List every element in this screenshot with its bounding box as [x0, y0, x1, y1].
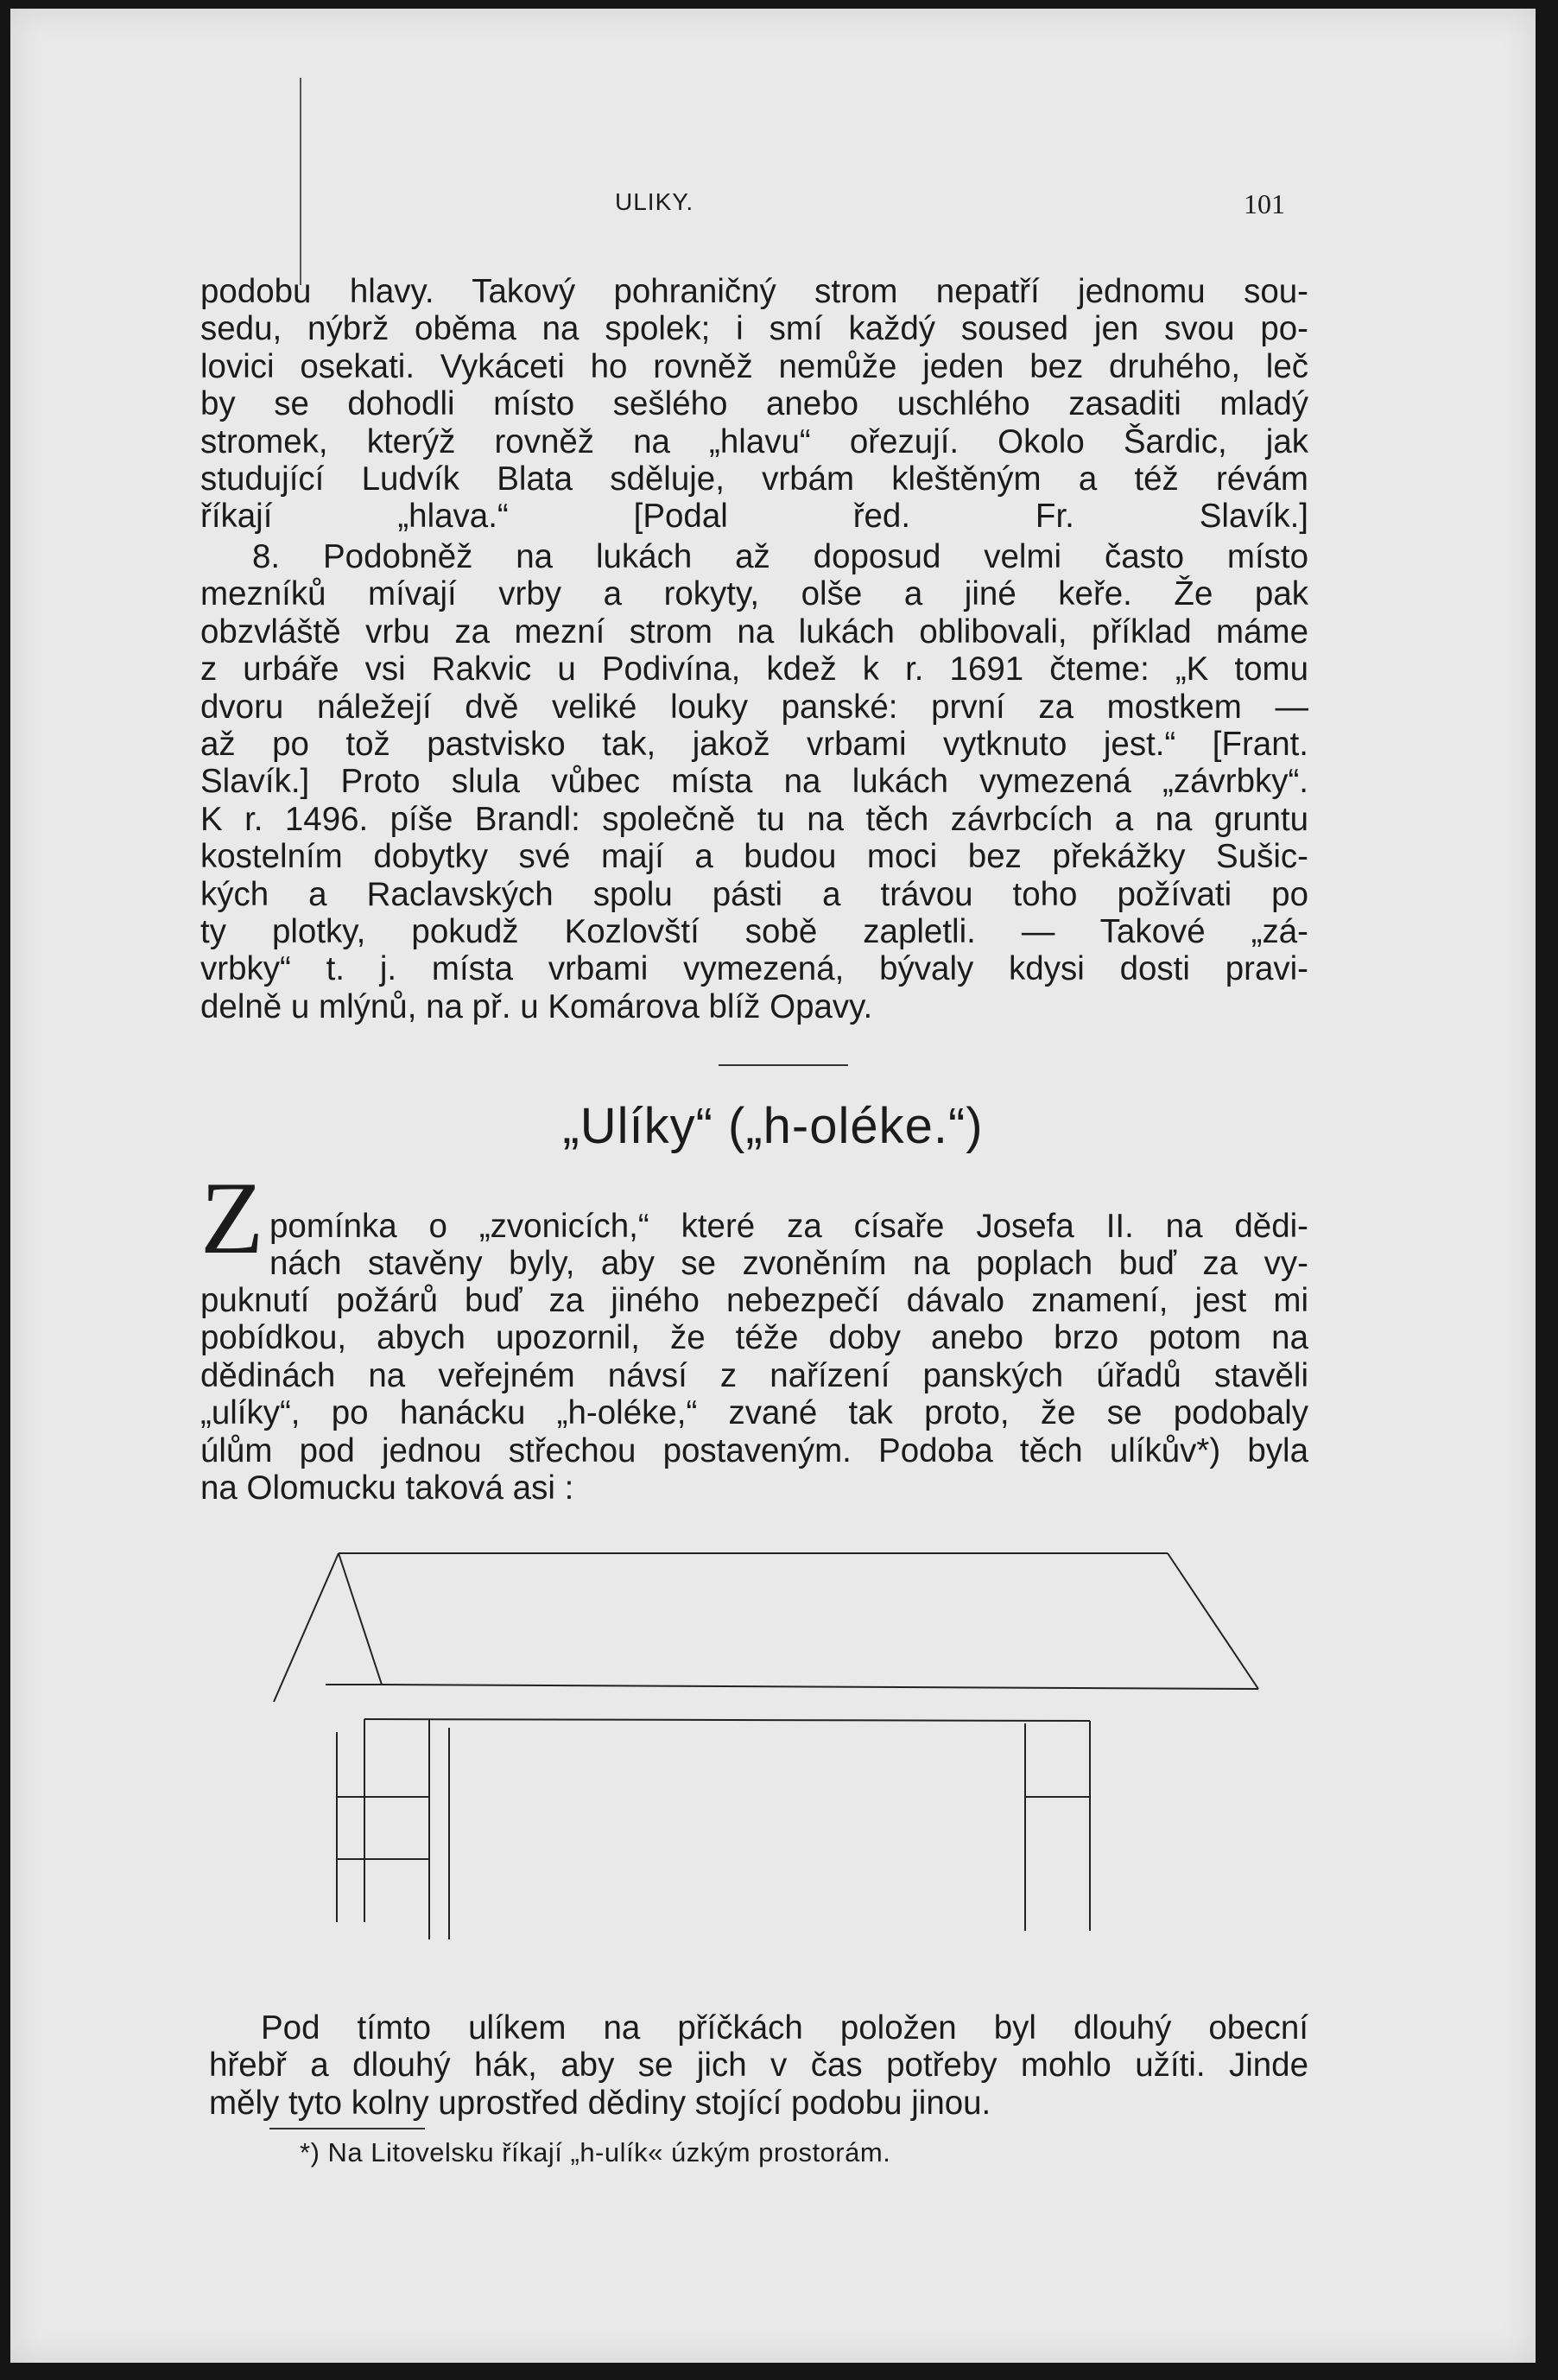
text-line: pomínka o „zvonicích,“ které za císaře Josefa II. na dědi-: [269, 1208, 1308, 1245]
text-line: Pod tímto ulíkem na příčkách položen byl dlouhý obecní: [261, 2009, 1308, 2047]
drop-cap: Z: [200, 1160, 264, 1275]
paragraph-8: [200, 538, 1308, 1025]
text-line: „ulíky“, po hanácku „h-oléke,“ zvané tak proto, že se podobaly: [200, 1394, 1308, 1432]
footnote-rule: [269, 2128, 425, 2129]
footnote: *) Na Litovelsku říkají „h-ulík« úzkým prostorám.: [300, 2137, 891, 2167]
text-line: puknutí požárů buď za jiného nebezpečí dávalo znamení, jest mi: [200, 1282, 1308, 1319]
text-line: by se dohodli místo sešlého anebo uschlého zasaditi mladý: [200, 385, 1308, 423]
text-line: Slavík.] Proto slula vůbec místa na lukách vymezená „závrbky“.: [200, 763, 1308, 801]
roof-front-left: [339, 1553, 382, 1685]
scan-margin-mark: [300, 78, 301, 285]
section-divider: [719, 1064, 848, 1066]
section-heading: „Ulíky“ („h-oléke.“): [562, 1098, 984, 1154]
text-line: vrbky“ t. j. místa vrbami vymezená, bývaly kdysi dosti pravi-: [200, 950, 1308, 988]
text-line: pobídkou, abych upozornil, že téže doby anebo brzo potom na: [200, 1319, 1308, 1357]
crossbar-top: [364, 1719, 1090, 1721]
text-line: nách stavěny byly, aby se zvoněním na poplach buď za vy-: [269, 1245, 1308, 1283]
text-line: K r. 1496. píše Brandl: společně tu na těch závrbcích a na gruntu: [200, 800, 1308, 838]
paragraph-hlava: [200, 273, 1308, 536]
text-line: 8. Podobněž na lukách až doposud velmi často místo: [252, 538, 1308, 575]
paragraph-zvonice: [200, 1282, 1308, 1507]
running-title: ULIKY.: [615, 188, 694, 215]
text-line: delně u mlýnů, na př. u Komárova blíž Opavy.: [200, 987, 873, 1025]
text-line: stromek, kterýž rovněž na „hlavu“ ořezují. Okolo Šardic, jak: [200, 422, 1308, 460]
text-line: na Olomucku taková asi :: [200, 1469, 574, 1507]
text-line: ty plotky, pokudž Kozlovští sobě zapletli. — Takové „zá-: [200, 913, 1308, 951]
page-number: 101: [1244, 188, 1285, 219]
text-line: lovici osekati. Vykáceti ho rovněž nemůže jeden bez druhého, leč: [200, 347, 1308, 385]
roof-left-edge: [274, 1553, 339, 1702]
text-line: kostelním dobytky své mají a budou moci bez překážky Sušic-: [200, 838, 1308, 876]
text-line: sedu, nýbrž oběma na spolek; i smí každý soused jen svou po-: [200, 310, 1308, 348]
text-line: podobu hlavy. Takový pohraničný strom nepatří jednomu sou-: [200, 273, 1308, 310]
roof-right-edge: [1168, 1553, 1258, 1689]
text-line: měly tyto kolny uprostřed dědiny stojící podobu jinou.: [209, 2084, 991, 2122]
text-line: mezníků mívají vrby a rokyty, olše a jiné keře. Že pak: [200, 575, 1308, 613]
roof-eave: [382, 1685, 1258, 1689]
text-line: dědinách na veřejném návsí z nařízení panských úřadů stavěli: [200, 1356, 1308, 1394]
text-line: obzvláště vrbu za mezní strom na lukách oblibovali, příklad máme: [200, 612, 1308, 651]
text-line: studující Ludvík Blata sděluje, vrbám kleštěným a též révám: [200, 460, 1308, 498]
book-page: [10, 9, 1536, 2363]
paragraph-zvonice-start: [269, 1208, 1308, 1283]
text-line: z urbáře vsi Rakvic u Podivína, kdež k r. 1691 čteme: „K tomu: [200, 651, 1308, 689]
text-line: úlům pod jednou střechou postaveným. Podoba těch ulíkův*) byla: [200, 1431, 1308, 1469]
paragraph-pod-timto: [209, 2009, 1308, 2122]
text-line: dvoru náležejí dvě veliké louky panské: první za mostkem —: [200, 688, 1308, 726]
text-line: kých a Raclavských spolu pásti a trávou toho požívati po: [200, 875, 1308, 913]
text-line: hřebř a dlouhý hák, aby se jich v čas potřeby mohlo užíti. Jinde: [209, 2047, 1308, 2085]
text-line: říkají „hlava.“ [Podal řed. Fr. Slavík.]: [200, 498, 1308, 536]
text-line: až po tož pastvisko tak, jakož vrbami vytknuto jest.“ [Frant.: [200, 726, 1308, 764]
ulik-shed-illustration: [261, 1538, 1297, 1970]
page-header: [10, 188, 1536, 223]
